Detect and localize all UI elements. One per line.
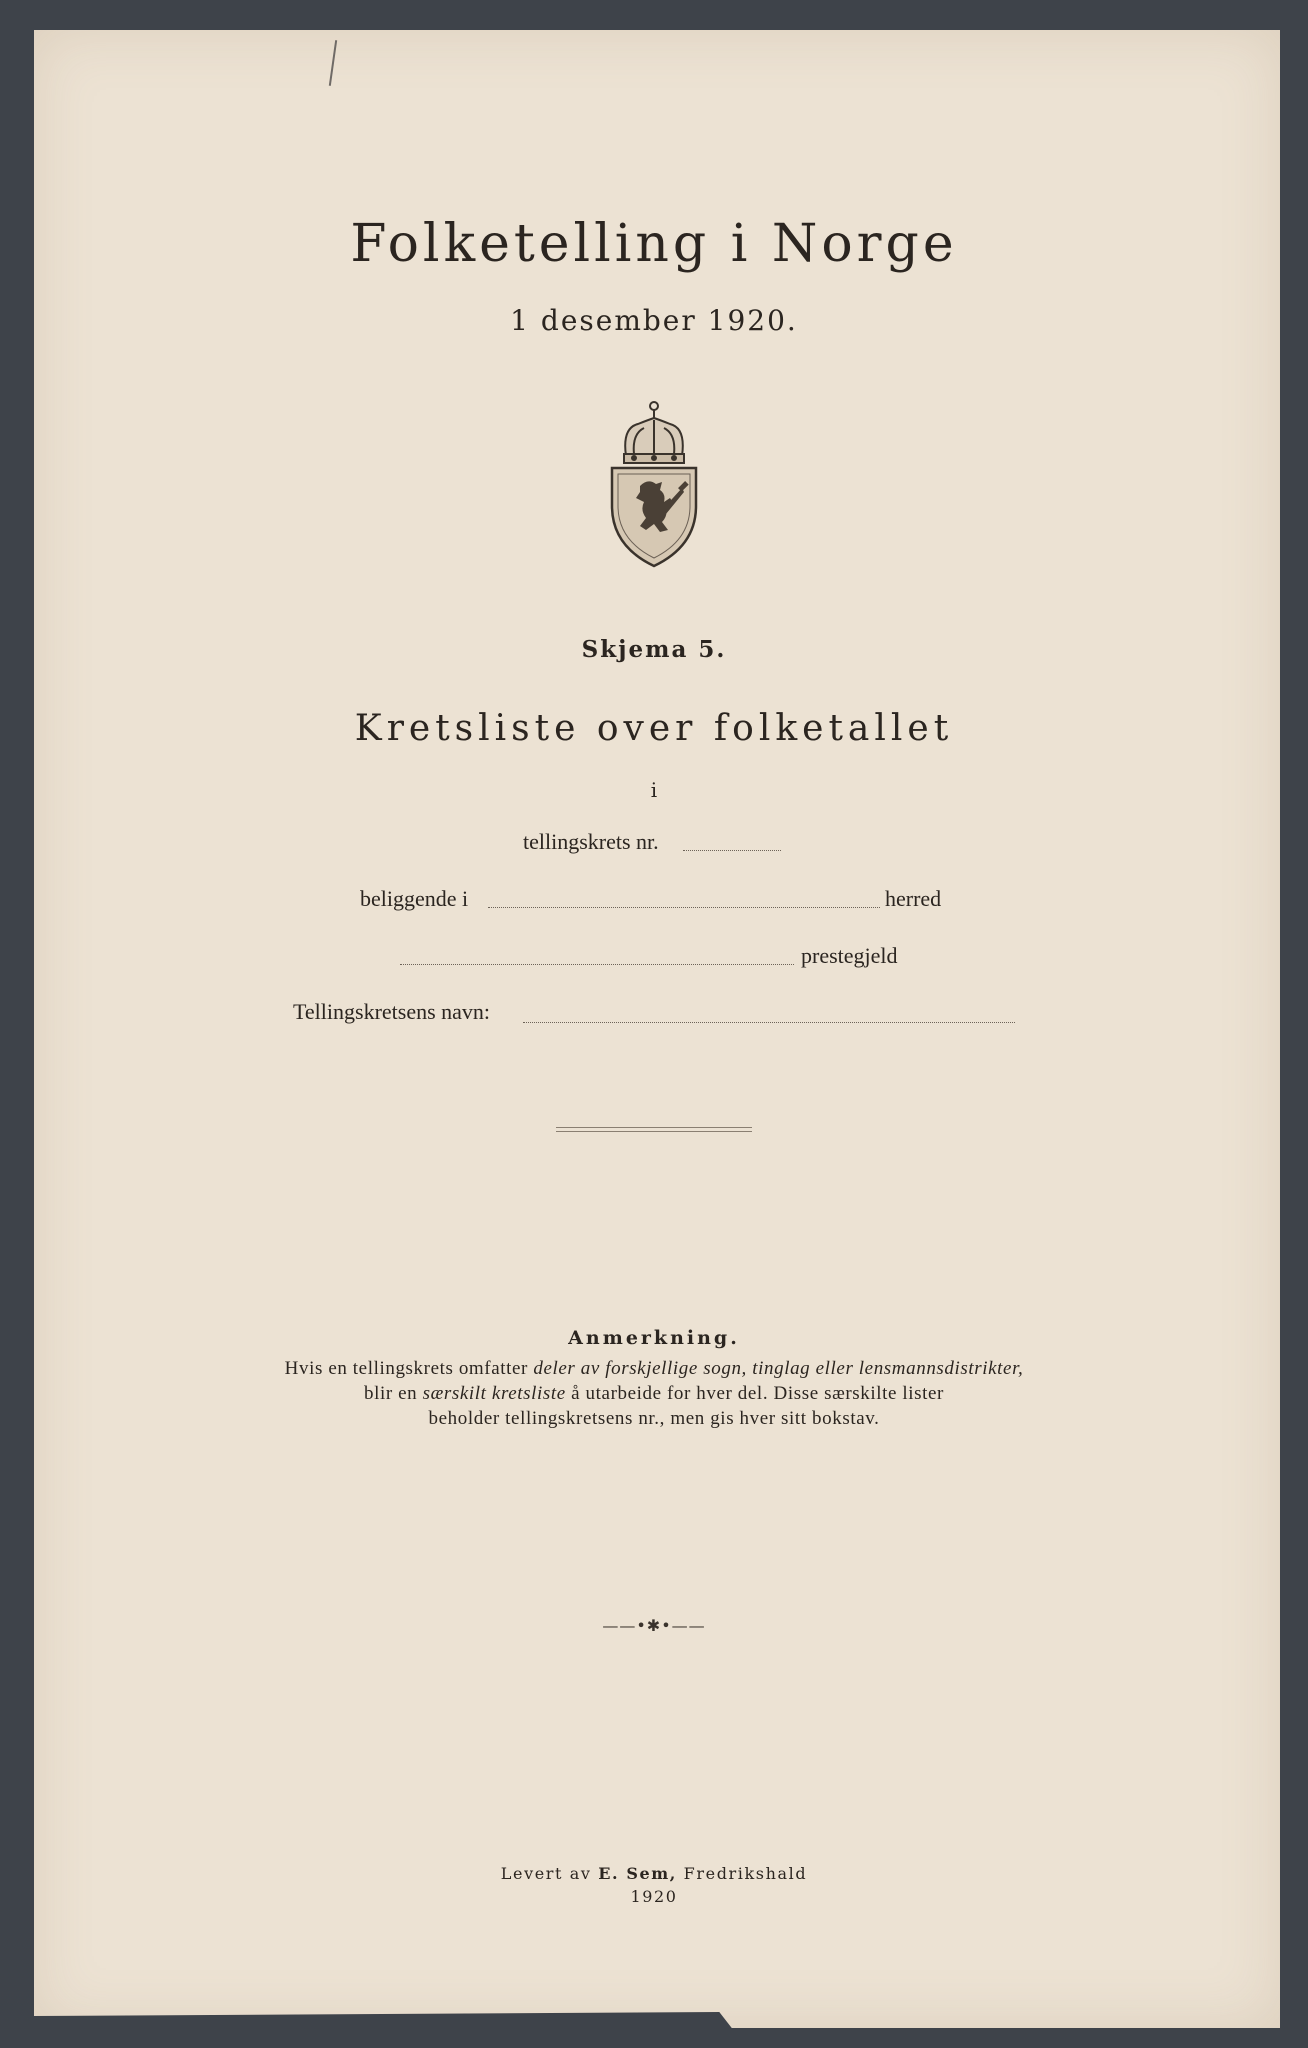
note-line-3: beholder tellingskretsens nr., men gis hver sitt bokstav. bbox=[428, 1408, 880, 1429]
printer-city: Fredrikshald bbox=[683, 1864, 808, 1883]
preposition-text: i bbox=[650, 778, 658, 802]
parish-field[interactable] bbox=[400, 964, 794, 965]
printer-name: E. Sem, bbox=[598, 1864, 677, 1883]
district-name-label: Tellingskretsens navn: bbox=[293, 999, 491, 1024]
municipality-suffix: herred bbox=[885, 886, 942, 911]
form-heading: Kretsliste over folketallet bbox=[354, 708, 954, 749]
parish-suffix: prestegjeld bbox=[801, 943, 898, 968]
note-line-1-text: Hvis en tellingskrets omfatter bbox=[284, 1358, 528, 1379]
note-line-1-italic: deler av forskjellige sogn, tinglag eller lensmannsdistrikter, bbox=[533, 1358, 1024, 1379]
printer-year: 1920 bbox=[630, 1887, 678, 1906]
located-in-label: beliggende i bbox=[360, 886, 469, 911]
form-date: 1 desember 1920. bbox=[510, 304, 798, 337]
section-divider bbox=[556, 1127, 752, 1132]
printer-credit bbox=[501, 1864, 807, 1883]
note-line-2-end: å utarbeide for hver del. Disse særskilte lister bbox=[571, 1383, 944, 1404]
printer-prefix: Levert av bbox=[500, 1864, 592, 1883]
ornament-divider: ——•✱•—— bbox=[602, 1616, 706, 1635]
note-heading: Anmerkning. bbox=[568, 1327, 740, 1349]
district-number-label: tellingskrets nr. bbox=[523, 829, 659, 854]
note-line-1 bbox=[285, 1358, 1024, 1380]
note-line-2-italic: særskilt kretsliste bbox=[422, 1383, 566, 1404]
note-line-2-text: blir en bbox=[364, 1383, 418, 1404]
municipality-field[interactable] bbox=[488, 907, 880, 908]
district-number-field[interactable] bbox=[683, 850, 781, 851]
district-name-field[interactable] bbox=[523, 1022, 1015, 1023]
schema-number: Skjema 5. bbox=[581, 636, 727, 663]
note-line-2 bbox=[364, 1383, 944, 1405]
form-title: Folketelling i Norge bbox=[350, 214, 958, 274]
norwegian-coat-of-arms-icon bbox=[604, 398, 704, 568]
